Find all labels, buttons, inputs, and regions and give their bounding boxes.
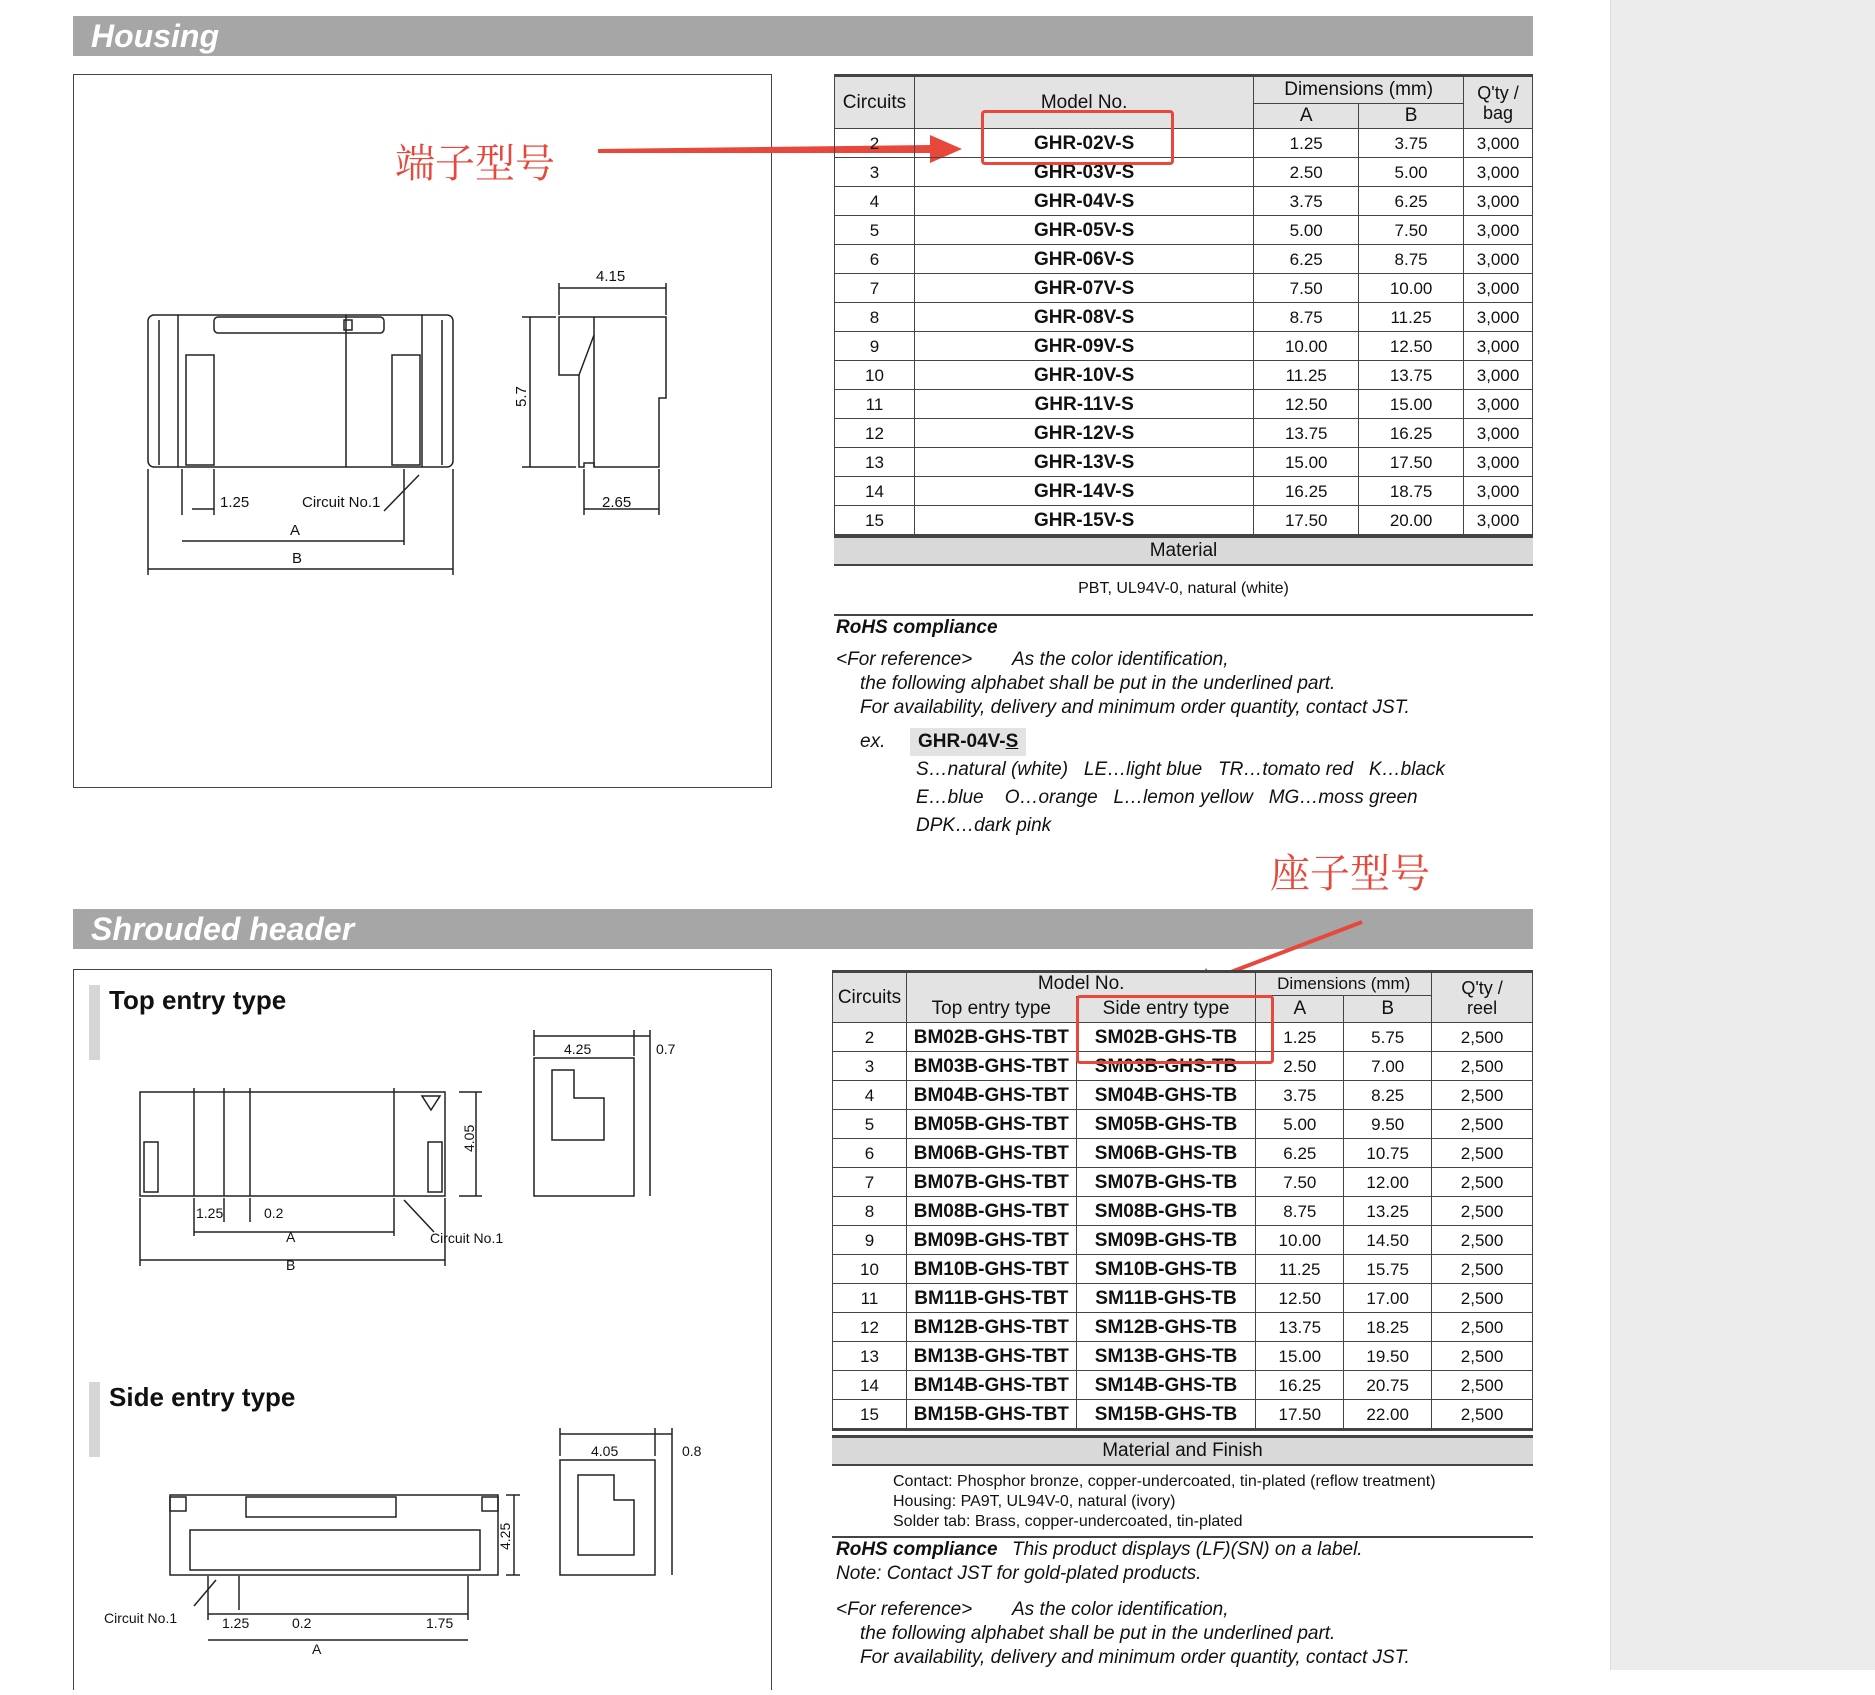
- cell-circuits: 12: [835, 419, 915, 448]
- cell-qty: 2,500: [1432, 1226, 1533, 1255]
- top-dim-02: 0.2: [264, 1205, 284, 1221]
- header-annotation: 座子型号: [1270, 851, 1430, 897]
- cell-b: 5.00: [1359, 158, 1464, 187]
- side-dim-405: 4.05: [591, 1443, 619, 1459]
- cell-circuits: 8: [835, 303, 915, 332]
- cell-circuits: 5: [835, 216, 915, 245]
- cell-qty: 2,500: [1432, 1139, 1533, 1168]
- side-dim-08: 0.8: [682, 1443, 702, 1459]
- side-dim-175: 1.75: [426, 1615, 454, 1631]
- housing-ref-line3: For availability, delivery and minimum order quantity, contact JST.: [860, 697, 1410, 718]
- header-rohs-text: This product displays (LF)(SN) on a label.: [1012, 1539, 1363, 1560]
- cell-b: 6.25: [1359, 187, 1464, 216]
- header-row: [833, 1342, 1533, 1371]
- header-row: [833, 1255, 1533, 1284]
- cell-qty: 3,000: [1464, 332, 1533, 361]
- cell-a: 11.25: [1256, 1255, 1344, 1284]
- header-row: [833, 1110, 1533, 1139]
- housing-dim-a: A: [290, 522, 301, 539]
- housing-dim-57: 5.7: [513, 386, 530, 407]
- cell-qty: 2,500: [1432, 1284, 1533, 1313]
- cell-top-model: BM03B-GHS-TBT: [906, 1052, 1076, 1081]
- header-ref-label: <For reference>: [836, 1599, 973, 1620]
- header-drawing-box: [73, 969, 772, 1690]
- cell-a: 15.00: [1256, 1342, 1344, 1371]
- hcol-qty: Q'ty / reel: [1432, 972, 1533, 1023]
- cell-circuits: 5: [833, 1110, 907, 1139]
- cell-side-model: SM14B-GHS-TB: [1076, 1371, 1256, 1400]
- top-circuit-no1: Circuit No.1: [430, 1230, 504, 1246]
- cell-side-model: SM10B-GHS-TB: [1076, 1255, 1256, 1284]
- cell-qty: 3,000: [1464, 361, 1533, 390]
- cell-top-model: BM06B-GHS-TBT: [906, 1139, 1076, 1168]
- cell-qty: 2,500: [1432, 1371, 1533, 1400]
- cell-side-model: SM07B-GHS-TB: [1076, 1168, 1256, 1197]
- housing-circuit-no1: Circuit No.1: [302, 494, 381, 511]
- cell-circuits: 8: [833, 1197, 907, 1226]
- housing-dim-b: B: [292, 550, 303, 567]
- housing-colors-line1: S…natural (white) LE…light blue TR…tomato red K…black: [916, 759, 1446, 780]
- hcol-b: B: [1344, 996, 1432, 1023]
- cell-model: GHR-11V-S: [914, 390, 1253, 419]
- cell-top-model: BM04B-GHS-TBT: [906, 1081, 1076, 1110]
- cell-circuits: 9: [835, 332, 915, 361]
- cell-b: 13.25: [1344, 1197, 1432, 1226]
- cell-qty: 2,500: [1432, 1197, 1533, 1226]
- header-material-header: Material and Finish: [832, 1435, 1533, 1466]
- cell-qty: 3,000: [1464, 477, 1533, 506]
- cell-side-model: SM13B-GHS-TB: [1076, 1342, 1256, 1371]
- col-circuits: Circuits: [835, 76, 915, 129]
- cell-a: 16.25: [1254, 477, 1359, 506]
- cell-qty: 3,000: [1464, 187, 1533, 216]
- cell-b: 3.75: [1359, 129, 1464, 158]
- cell-b: 14.50: [1344, 1226, 1432, 1255]
- cell-circuits: 10: [833, 1255, 907, 1284]
- cell-b: 17.50: [1359, 448, 1464, 477]
- cell-qty: 3,000: [1464, 274, 1533, 303]
- cell-top-model: BM12B-GHS-TBT: [906, 1313, 1076, 1342]
- cell-circuits: 11: [833, 1284, 907, 1313]
- cell-circuits: 4: [835, 187, 915, 216]
- cell-b: 19.50: [1344, 1342, 1432, 1371]
- top-dim-125: 1.25: [196, 1205, 224, 1221]
- housing-row: [835, 332, 1533, 361]
- housing-model-highlight: [981, 110, 1174, 165]
- housing-row: [835, 158, 1533, 187]
- cell-circuits: 7: [835, 274, 915, 303]
- housing-dim-125: 1.25: [220, 494, 250, 511]
- cell-circuits: 3: [833, 1052, 907, 1081]
- cell-a: 16.25: [1256, 1371, 1344, 1400]
- cell-a: 3.75: [1256, 1081, 1344, 1110]
- cell-qty: 3,000: [1464, 216, 1533, 245]
- cell-b: 8.25: [1344, 1081, 1432, 1110]
- cell-circuits: 13: [835, 448, 915, 477]
- housing-ref-line2: the following alphabet shall be put in the underlined part.: [860, 673, 1336, 694]
- cell-circuits: 3: [835, 158, 915, 187]
- housing-ex-prefix: GHR-04V-: [918, 731, 1006, 752]
- cell-b: 15.75: [1344, 1255, 1432, 1284]
- cell-circuits: 6: [835, 245, 915, 274]
- header-row: [833, 1168, 1533, 1197]
- cell-side-model: SM06B-GHS-TB: [1076, 1139, 1256, 1168]
- cell-circuits: 15: [835, 506, 915, 536]
- cell-a: 17.50: [1256, 1400, 1344, 1430]
- header-ref-line2: the following alphabet shall be put in the underlined part.: [860, 1623, 1336, 1644]
- housing-ex-model: [910, 728, 1026, 756]
- cell-qty: 2,500: [1432, 1342, 1533, 1371]
- cell-b: 10.75: [1344, 1139, 1432, 1168]
- cell-model: GHR-12V-S: [914, 419, 1253, 448]
- cell-model: GHR-14V-S: [914, 477, 1253, 506]
- hcol-top: Top entry type: [906, 996, 1076, 1023]
- cell-b: 12.50: [1359, 332, 1464, 361]
- cell-top-model: BM09B-GHS-TBT: [906, 1226, 1076, 1255]
- col-b: B: [1359, 104, 1464, 129]
- housing-row: [835, 390, 1533, 419]
- header-row: [833, 1371, 1533, 1400]
- housing-material-text: PBT, UL94V-0, natural (white): [1078, 580, 1289, 597]
- cell-circuits: 2: [835, 129, 915, 158]
- cell-circuits: 15: [833, 1400, 907, 1430]
- cell-circuits: 2: [833, 1023, 907, 1052]
- housing-rohs-label: RoHS compliance: [836, 617, 998, 638]
- cell-b: 18.75: [1359, 477, 1464, 506]
- cell-a: 5.00: [1254, 216, 1359, 245]
- cell-a: 13.75: [1256, 1313, 1344, 1342]
- cell-model: GHR-03V-S: [914, 158, 1253, 187]
- cell-qty: 2,500: [1432, 1023, 1533, 1052]
- cell-b: 9.50: [1344, 1110, 1432, 1139]
- cell-a: 8.75: [1254, 303, 1359, 332]
- cell-a: 1.25: [1254, 129, 1359, 158]
- col-qty: Q'ty / bag: [1464, 76, 1533, 129]
- cell-qty: 3,000: [1464, 129, 1533, 158]
- cell-a: 11.25: [1254, 361, 1359, 390]
- housing-row: [835, 506, 1533, 536]
- header-drawing: [74, 970, 771, 1690]
- header-row: [833, 1226, 1533, 1255]
- cell-side-model: SM02B-GHS-TB: [1076, 1023, 1256, 1052]
- hcol-model: Model No.: [906, 972, 1255, 996]
- header-material-text: [893, 1472, 1436, 1532]
- cell-model: GHR-10V-S: [914, 361, 1253, 390]
- cell-a: 6.25: [1254, 245, 1359, 274]
- housing-banner: [73, 16, 1533, 56]
- cell-b: 10.00: [1359, 274, 1464, 303]
- header-material-line1: Contact: Phosphor bronze, copper-undercoated, tin-plated (reflow treatment): [893, 1473, 1436, 1490]
- cell-model: GHR-09V-S: [914, 332, 1253, 361]
- housing-row: [835, 274, 1533, 303]
- top-dim-07: 0.7: [656, 1041, 676, 1057]
- cell-circuits: 9: [833, 1226, 907, 1255]
- housing-annotation: 端子型号: [395, 141, 555, 187]
- cell-circuits: 14: [835, 477, 915, 506]
- side-circuit-no1: Circuit No.1: [104, 1610, 178, 1626]
- cell-circuits: 14: [833, 1371, 907, 1400]
- housing-dim-415: 4.15: [596, 268, 626, 285]
- cell-b: 20.00: [1359, 506, 1464, 536]
- cell-b: 13.75: [1359, 361, 1464, 390]
- header-rohs-label: RoHS compliance: [836, 1539, 998, 1560]
- side-dim-425: 4.25: [497, 1522, 513, 1550]
- header-row: [833, 1313, 1533, 1342]
- cell-a: 10.00: [1254, 332, 1359, 361]
- housing-row: [835, 419, 1533, 448]
- cell-qty: 2,500: [1432, 1400, 1533, 1430]
- hcol-a: A: [1256, 996, 1344, 1023]
- cell-model: GHR-07V-S: [914, 274, 1253, 303]
- cell-qty: 2,500: [1432, 1168, 1533, 1197]
- housing-row: [835, 187, 1533, 216]
- cell-side-model: SM04B-GHS-TB: [1076, 1081, 1256, 1110]
- hcol-side: Side entry type: [1076, 996, 1256, 1023]
- housing-material-header: Material: [834, 535, 1533, 566]
- header-note: Note: Contact JST for gold-plated products.: [836, 1563, 1202, 1584]
- header-row: [833, 1197, 1533, 1226]
- cell-a: 3.75: [1254, 187, 1359, 216]
- cell-a: 7.50: [1254, 274, 1359, 303]
- cell-side-model: SM15B-GHS-TB: [1076, 1400, 1256, 1430]
- top-entry-title: Top entry type: [109, 985, 287, 1015]
- housing-ex-label: ex.: [860, 731, 886, 752]
- top-entry-bar: [89, 985, 100, 1060]
- header-ref-line3: For availability, delivery and minimum order quantity, contact JST.: [860, 1647, 1410, 1668]
- cell-a: 2.50: [1254, 158, 1359, 187]
- side-dim-125: 1.25: [222, 1615, 250, 1631]
- cell-side-model: SM09B-GHS-TB: [1076, 1226, 1256, 1255]
- cell-circuits: 7: [833, 1168, 907, 1197]
- cell-circuits: 11: [835, 390, 915, 419]
- cell-qty: 2,500: [1432, 1052, 1533, 1081]
- cell-side-model: SM11B-GHS-TB: [1076, 1284, 1256, 1313]
- cell-qty: 3,000: [1464, 303, 1533, 332]
- cell-side-model: SM05B-GHS-TB: [1076, 1110, 1256, 1139]
- cell-top-model: BM15B-GHS-TBT: [906, 1400, 1076, 1430]
- side-entry-bar: [89, 1382, 100, 1457]
- cell-circuits: 13: [833, 1342, 907, 1371]
- cell-top-model: BM14B-GHS-TBT: [906, 1371, 1076, 1400]
- side-entry-title: Side entry type: [109, 1382, 296, 1412]
- cell-top-model: BM11B-GHS-TBT: [906, 1284, 1076, 1313]
- cell-b: 17.00: [1344, 1284, 1432, 1313]
- cell-qty: 2,500: [1432, 1110, 1533, 1139]
- housing-ex-suffix: S: [1005, 731, 1019, 752]
- cell-top-model: BM02B-GHS-TBT: [906, 1023, 1076, 1052]
- cell-side-model: SM12B-GHS-TB: [1076, 1313, 1256, 1342]
- cell-b: 7.00: [1344, 1052, 1432, 1081]
- housing-table: [834, 74, 1533, 537]
- cell-qty: 3,000: [1464, 390, 1533, 419]
- housing-ref-label: <For reference>: [836, 649, 973, 670]
- header-row: [833, 1284, 1533, 1313]
- cell-b: 16.25: [1359, 419, 1464, 448]
- top-dim-b: B: [286, 1257, 296, 1273]
- top-dim-a: A: [286, 1229, 296, 1245]
- col-a: A: [1254, 104, 1359, 129]
- housing-row: [835, 477, 1533, 506]
- cell-a: 12.50: [1254, 390, 1359, 419]
- cell-model: GHR-13V-S: [914, 448, 1253, 477]
- housing-row: [835, 245, 1533, 274]
- cell-model: GHR-08V-S: [914, 303, 1253, 332]
- top-dim-425: 4.25: [564, 1041, 592, 1057]
- hcol-dimensions: Dimensions (mm): [1256, 972, 1432, 996]
- housing-colors-line2: E…blue O…orange L…lemon yellow MG…moss green: [916, 787, 1418, 808]
- cell-model: GHR-04V-S: [914, 187, 1253, 216]
- cell-qty: 3,000: [1464, 419, 1533, 448]
- cell-b: 11.25: [1359, 303, 1464, 332]
- header-row: [833, 1400, 1533, 1430]
- cell-a: 1.25: [1256, 1023, 1344, 1052]
- col-dimensions: Dimensions (mm): [1254, 76, 1464, 104]
- cell-qty: 3,000: [1464, 506, 1533, 536]
- cell-model: GHR-05V-S: [914, 216, 1253, 245]
- cell-top-model: BM13B-GHS-TBT: [906, 1342, 1076, 1371]
- cell-circuits: 10: [835, 361, 915, 390]
- cell-b: 7.50: [1359, 216, 1464, 245]
- cell-side-model: SM03B-GHS-TB: [1076, 1052, 1256, 1081]
- housing-colors-line3: DPK…dark pink: [916, 815, 1052, 836]
- cell-top-model: BM10B-GHS-TBT: [906, 1255, 1076, 1284]
- cell-qty: 3,000: [1464, 158, 1533, 187]
- header-row: [833, 1081, 1533, 1110]
- cell-circuits: 12: [833, 1313, 907, 1342]
- cell-top-model: BM07B-GHS-TBT: [906, 1168, 1076, 1197]
- hcol-circuits: Circuits: [833, 972, 907, 1023]
- col-model: Model No.: [914, 76, 1253, 129]
- cell-a: 12.50: [1256, 1284, 1344, 1313]
- cell-b: 15.00: [1359, 390, 1464, 419]
- header-title: Shrouded header: [91, 911, 355, 947]
- scrollbar-track[interactable]: [1610, 0, 1875, 1670]
- housing-row: [835, 361, 1533, 390]
- header-row: [833, 1139, 1533, 1168]
- housing-row: [835, 129, 1533, 158]
- cell-a: 10.00: [1256, 1226, 1344, 1255]
- cell-a: 8.75: [1256, 1197, 1344, 1226]
- header-material-line2: Housing: PA9T, UL94V-0, natural (ivory): [893, 1493, 1176, 1510]
- housing-ref-line1: As the color identification,: [1012, 649, 1229, 670]
- housing-row: [835, 216, 1533, 245]
- cell-qty: 2,500: [1432, 1081, 1533, 1110]
- housing-dim-265: 2.65: [602, 494, 632, 511]
- cell-a: 17.50: [1254, 506, 1359, 536]
- cell-a: 2.50: [1256, 1052, 1344, 1081]
- cell-a: 5.00: [1256, 1110, 1344, 1139]
- housing-row: [835, 303, 1533, 332]
- header-ref-line1: As the color identification,: [1012, 1599, 1229, 1620]
- cell-side-model: SM08B-GHS-TB: [1076, 1197, 1256, 1226]
- cell-circuits: 4: [833, 1081, 907, 1110]
- cell-a: 15.00: [1254, 448, 1359, 477]
- cell-qty: 2,500: [1432, 1255, 1533, 1284]
- cell-a: 7.50: [1256, 1168, 1344, 1197]
- cell-model: GHR-06V-S: [914, 245, 1253, 274]
- cell-qty: 3,000: [1464, 245, 1533, 274]
- cell-b: 12.00: [1344, 1168, 1432, 1197]
- cell-b: 18.25: [1344, 1313, 1432, 1342]
- cell-b: 20.75: [1344, 1371, 1432, 1400]
- cell-model: GHR-02V-S: [914, 129, 1253, 158]
- side-dim-a: A: [312, 1641, 322, 1657]
- top-dim-405: 4.05: [461, 1124, 477, 1152]
- cell-a: 13.75: [1254, 419, 1359, 448]
- cell-b: 8.75: [1359, 245, 1464, 274]
- housing-title: Housing: [91, 18, 219, 54]
- cell-b: 5.75: [1344, 1023, 1432, 1052]
- cell-qty: 3,000: [1464, 448, 1533, 477]
- housing-row: [835, 448, 1533, 477]
- cell-top-model: BM05B-GHS-TBT: [906, 1110, 1076, 1139]
- cell-circuits: 6: [833, 1139, 907, 1168]
- cell-model: GHR-15V-S: [914, 506, 1253, 536]
- cell-a: 6.25: [1256, 1139, 1344, 1168]
- header-material-line3: Solder tab: Brass, copper-undercoated, tin-plated: [893, 1513, 1243, 1530]
- cell-b: 22.00: [1344, 1400, 1432, 1430]
- header-model-highlight: [1076, 995, 1274, 1064]
- cell-top-model: BM08B-GHS-TBT: [906, 1197, 1076, 1226]
- cell-qty: 2,500: [1432, 1313, 1533, 1342]
- side-dim-02: 0.2: [292, 1615, 312, 1631]
